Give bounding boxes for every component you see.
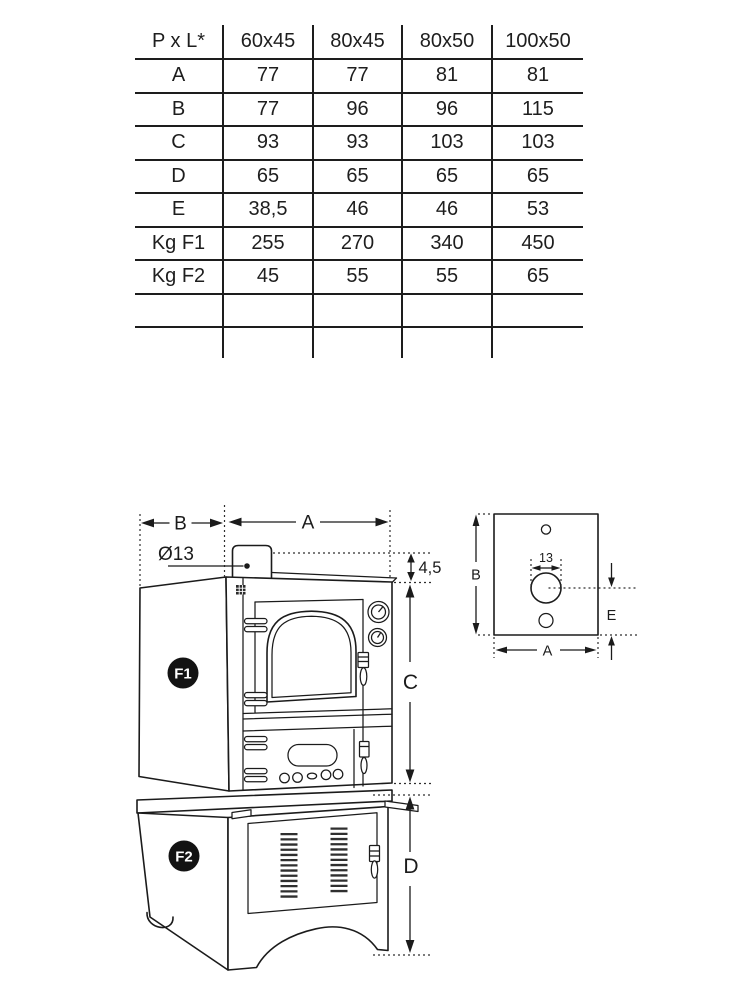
- dimension-top-b: [471, 514, 492, 635]
- cell: 103: [402, 126, 492, 160]
- top-dim-e-label: E: [606, 608, 617, 624]
- row-label: Kg F1: [135, 227, 223, 261]
- dim-c-label: C: [402, 671, 419, 694]
- dimension-c: [394, 585, 432, 784]
- col-header-80x45: 80x45: [313, 25, 402, 59]
- cell: 77: [313, 59, 402, 93]
- dimension-chimney-height: [273, 553, 441, 583]
- cell: 340: [402, 227, 492, 261]
- cell: 45: [223, 260, 313, 294]
- stand-front-panel: [228, 807, 388, 971]
- oven-top-edge: [272, 573, 397, 579]
- col-header-80x50: 80x50: [402, 25, 492, 59]
- cell: 55: [402, 260, 492, 294]
- cell: 96: [402, 93, 492, 127]
- dimension-a: [229, 513, 389, 534]
- cell: 81: [402, 59, 492, 93]
- stand-door-latch: [370, 846, 380, 879]
- dim-chimney-h-label: 4,5: [418, 559, 442, 577]
- brand-plate-icon: [236, 585, 246, 595]
- cell: 93: [223, 126, 313, 160]
- cell: 96: [313, 93, 402, 127]
- cell: 65: [402, 160, 492, 194]
- badge-f1-label: F1: [174, 665, 192, 683]
- cell: 46: [313, 193, 402, 227]
- cell: 255: [223, 227, 313, 261]
- row-label: A: [135, 59, 223, 93]
- row-label: D: [135, 160, 223, 194]
- cell: 65: [492, 260, 583, 294]
- oven-door-window-outer: [267, 611, 356, 702]
- cell: 65: [313, 160, 402, 194]
- col-header-100x50: 100x50: [492, 25, 583, 59]
- cell: 65: [223, 160, 313, 194]
- top-dim-a-label: A: [542, 643, 553, 660]
- cell: 55: [313, 260, 402, 294]
- cell: 77: [223, 93, 313, 127]
- col-header-pxl: P x L*: [135, 25, 223, 59]
- chimney-dia-label: Ø13: [158, 544, 194, 565]
- top-dim-b-label: B: [471, 567, 481, 584]
- dim-d-label: D: [403, 855, 419, 878]
- dim-hole-label: 13: [539, 551, 553, 565]
- row-label: E: [135, 193, 223, 227]
- cell: 53: [492, 193, 583, 227]
- row-label: B: [135, 93, 223, 127]
- dimension-b: [141, 514, 223, 535]
- chimney: [233, 546, 272, 581]
- badge-f2-label: F2: [175, 848, 193, 866]
- cell: 46: [402, 193, 492, 227]
- dimension-top-a: [494, 637, 598, 660]
- top-view-outline: [494, 514, 598, 635]
- cell: 450: [492, 227, 583, 261]
- cell: 77: [223, 59, 313, 93]
- oven-f1: [139, 546, 397, 792]
- oven-top-corner: [392, 578, 397, 583]
- row-label: C: [135, 126, 223, 160]
- row-label: Kg F2: [135, 260, 223, 294]
- stand-f2: [137, 790, 418, 970]
- dim-b-label: B: [174, 513, 187, 535]
- dim-a-label: A: [301, 512, 315, 534]
- col-header-60x45: 60x45: [223, 25, 313, 59]
- cell: 65: [492, 160, 583, 194]
- cell: 81: [492, 59, 583, 93]
- cell: 38,5: [223, 193, 313, 227]
- top-view: [471, 514, 637, 660]
- cell: 103: [492, 126, 583, 160]
- cell: 115: [492, 93, 583, 127]
- gauge-icon: [368, 602, 389, 623]
- cell: 93: [313, 126, 402, 160]
- gauge-icon: [369, 629, 387, 647]
- stand-left-panel: [138, 813, 228, 970]
- cell: 270: [313, 227, 402, 261]
